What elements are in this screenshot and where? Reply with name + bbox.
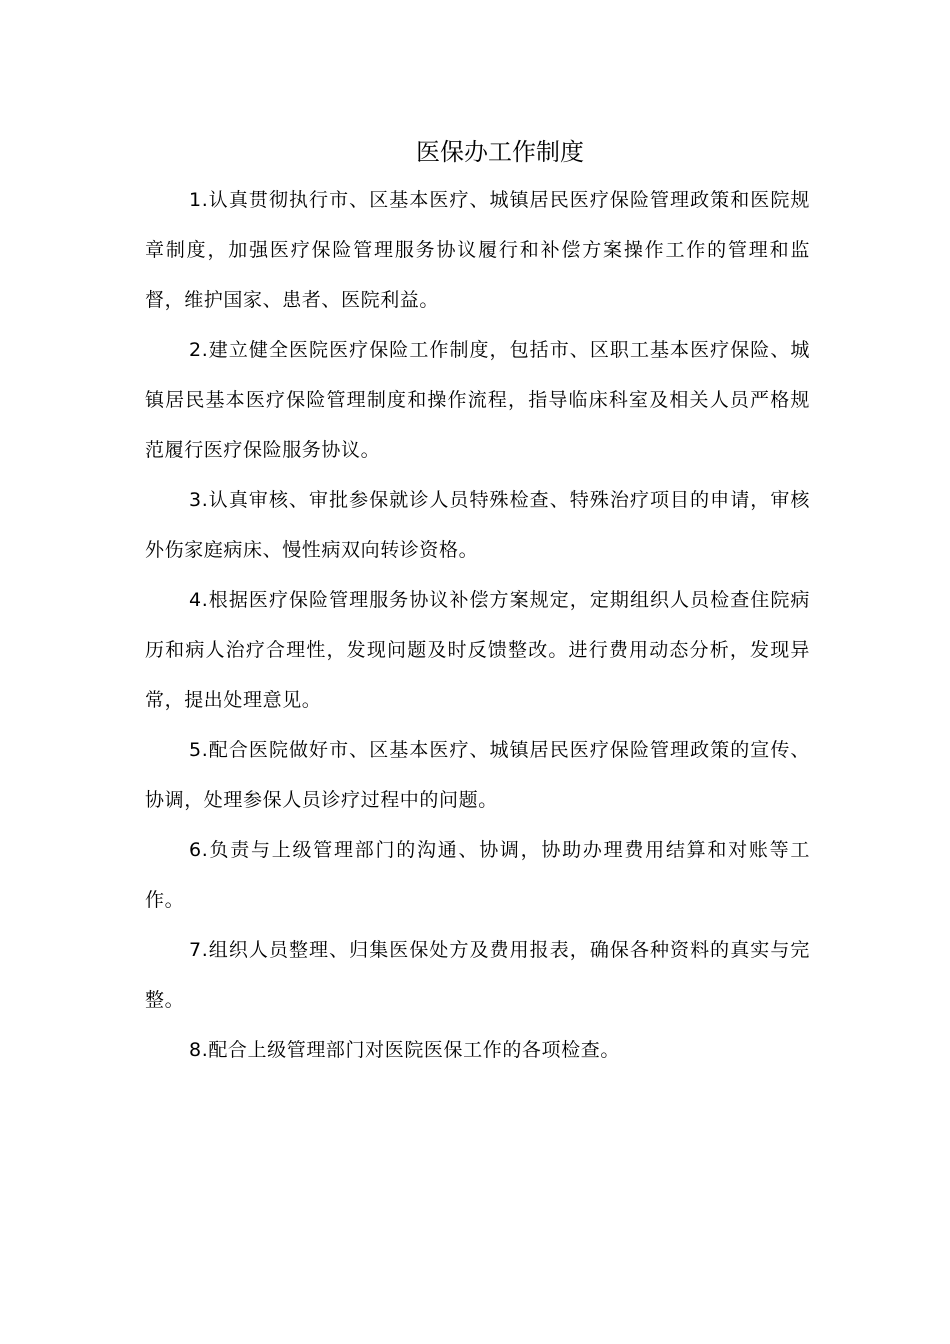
rule-paragraph-5: 5.配合医院做好市、区基本医疗、城镇居民医疗保险管理政策的宣传、协调，处理参保人员诊疗过程中的问题。 <box>145 739 810 811</box>
rule-paragraph-3: 3.认真审核、审批参保就诊人员特殊检查、特殊治疗项目的申请，审核外伤家庭病床、慢性病双向转诊资格。 <box>145 489 810 561</box>
document-title: 医保办工作制度 <box>416 138 584 166</box>
document-body <box>145 175 810 1075</box>
rule-paragraph-8: 8.配合上级管理部门对医院医保工作的各项检查。 <box>189 1039 620 1061</box>
rule-paragraph-6: 6.负责与上级管理部门的沟通、协调，协助办理费用结算和对账等工作。 <box>145 839 810 911</box>
rule-paragraph-1: 1.认真贯彻执行市、区基本医疗、城镇居民医疗保险管理政策和医院规章制度，加强医疗保险管理服务协议履行和补偿方案操作工作的管理和监督，维护国家、患者、医院利益。 <box>145 189 810 311</box>
rule-paragraph-7: 7.组织人员整理、归集医保处方及费用报表，确保各种资料的真实与完整。 <box>145 939 810 1011</box>
rule-paragraph-4: 4.根据医疗保险管理服务协议补偿方案规定，定期组织人员检查住院病历和病人治疗合理性，发现问题及时反馈整改。进行费用动态分析，发现异常，提出处理意见。 <box>145 589 810 711</box>
rule-paragraph-2: 2.建立健全医院医疗保险工作制度，包括市、区职工基本医疗保险、城镇居民基本医疗保险管理制度和操作流程，指导临床科室及相关人员严格规范履行医疗保险服务协议。 <box>145 339 810 461</box>
